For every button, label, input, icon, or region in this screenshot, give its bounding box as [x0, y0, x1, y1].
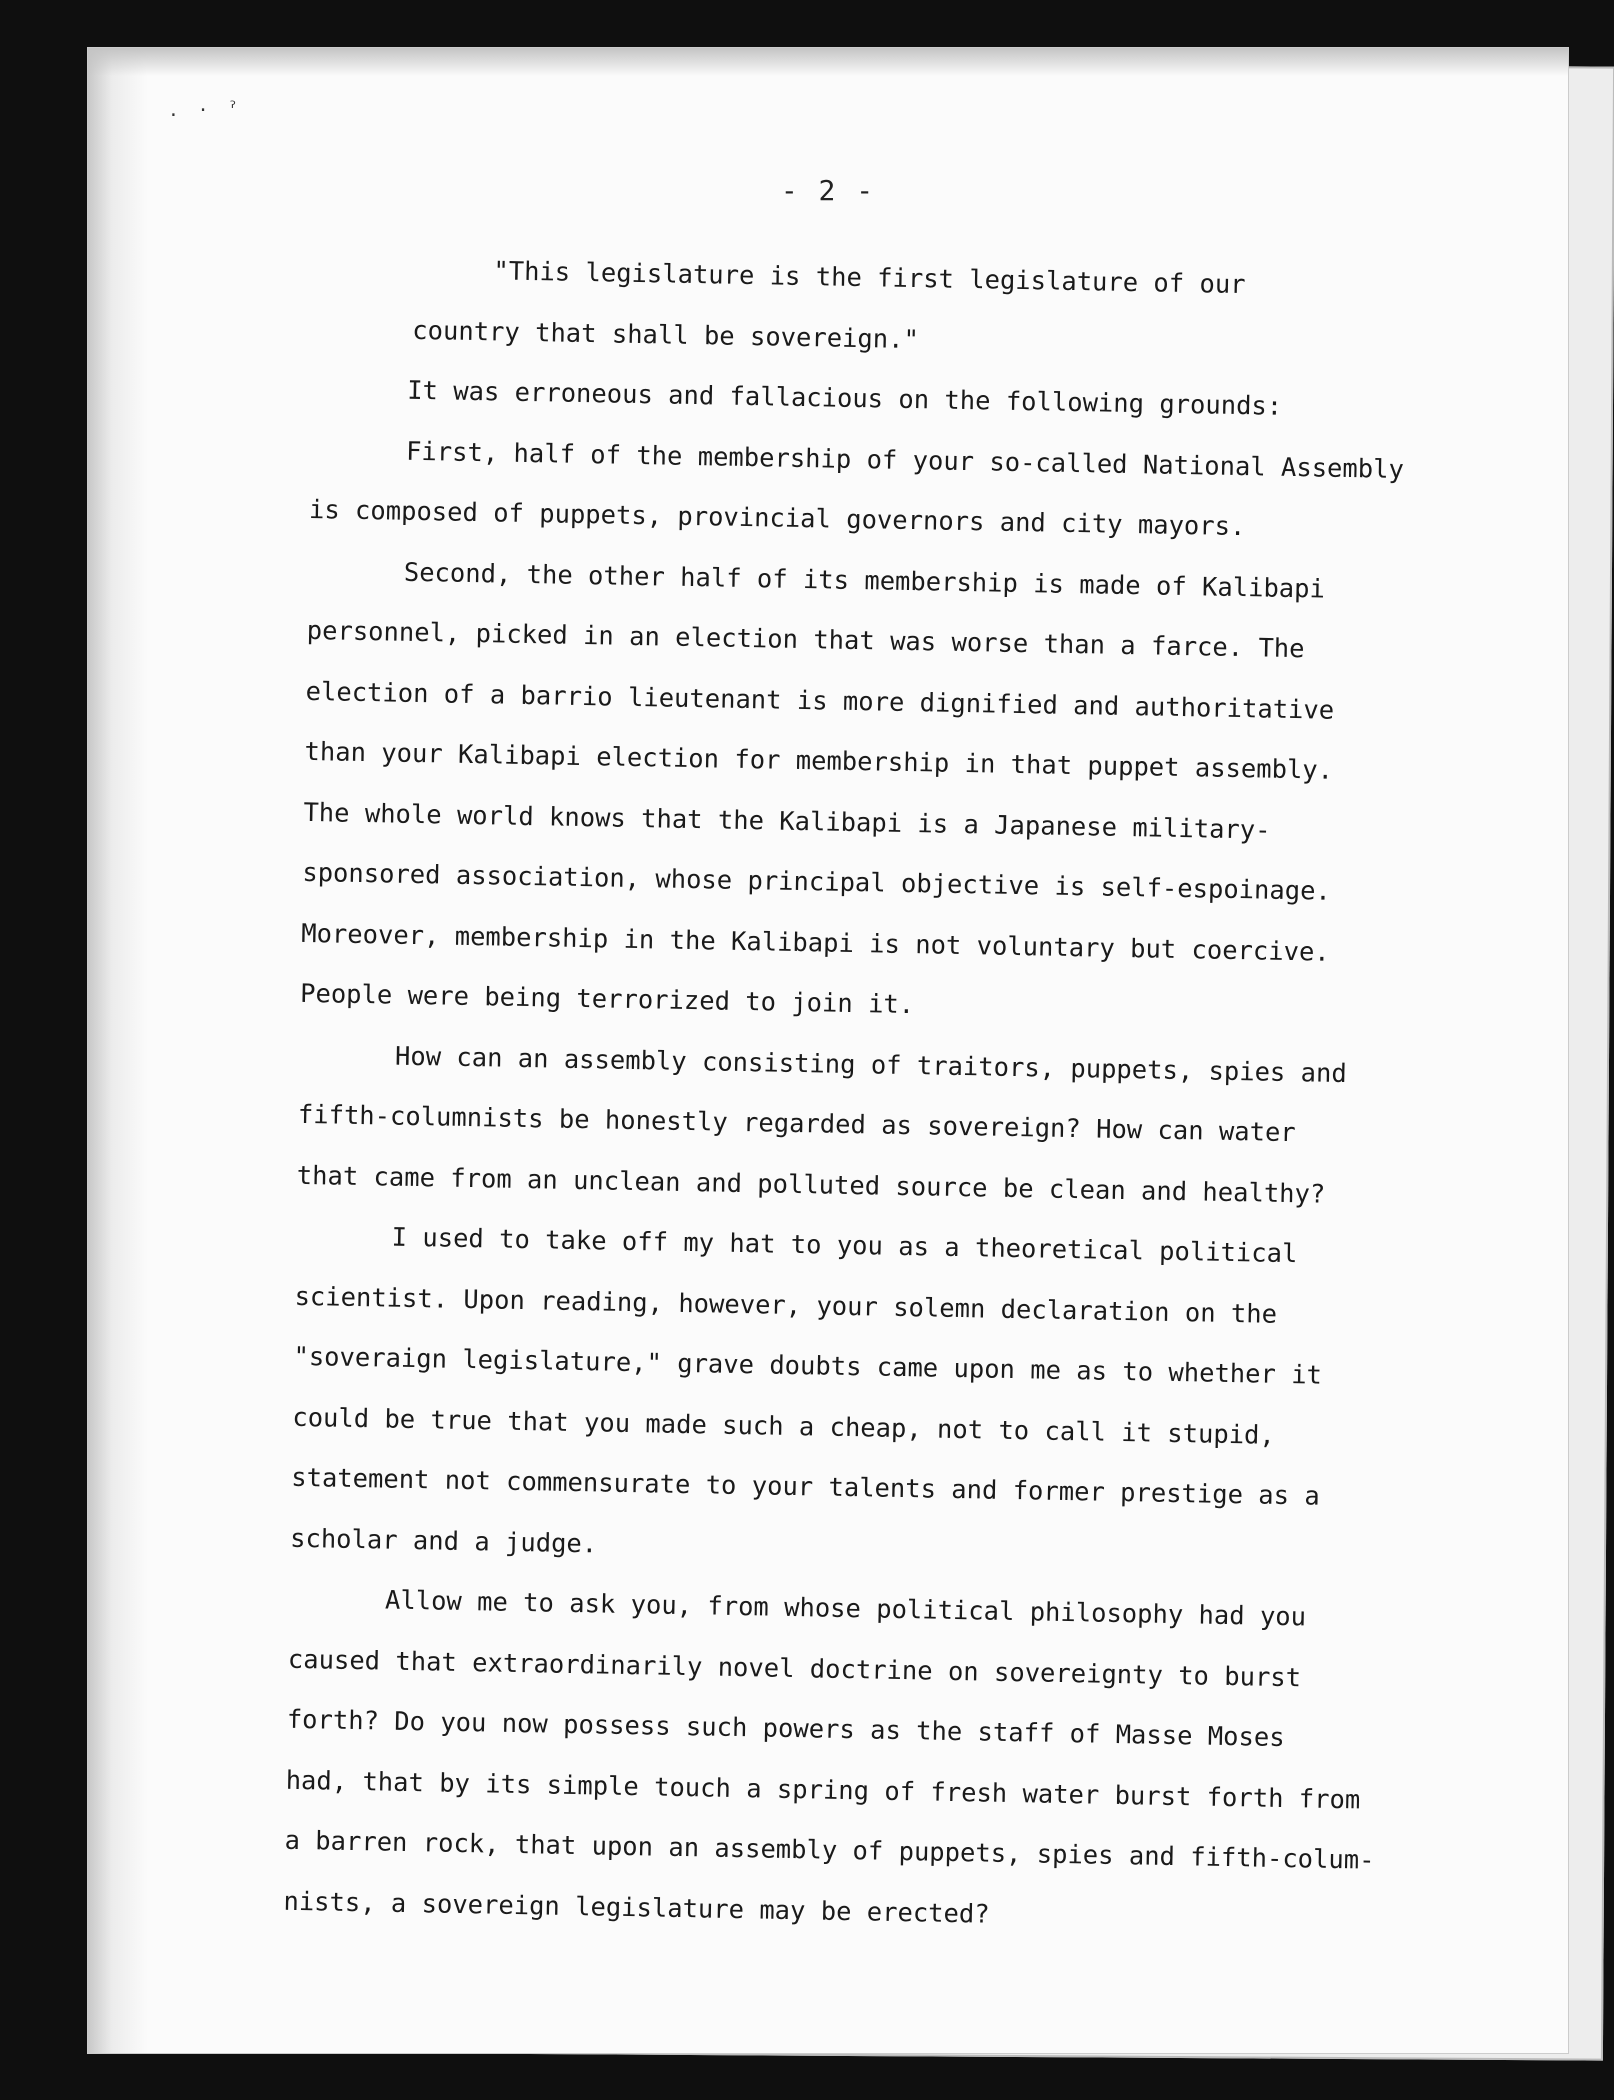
scan-specks: . · ˀ [168, 100, 243, 121]
text-line: nists, a sovereign legislature may be erected? [283, 1886, 990, 1930]
text-line: Moreover, membership in the Kalibapi is not voluntary but coercive. [300, 918, 1330, 968]
text-line: than your Kalibapi election for membership in that puppet assembly. [304, 736, 1334, 786]
text-line: People were being terrorized to join it. [299, 978, 915, 1021]
text-line: is composed of puppets, provincial governors and city mayors. [308, 494, 1246, 543]
letter-body [283, 238, 1459, 1953]
text-line: I used to take off my hat to you as a theoretical political [391, 1222, 1298, 1270]
text-line: personnel, picked in an election that was worse than a farce. The [306, 615, 1305, 665]
text-line: had, that by its simple touch a spring of fresh water burst forth from [285, 1765, 1361, 1815]
text-line: How can an assembly consisting of traitors, puppets, spies and [394, 1041, 1347, 1089]
text-line: caused that extraordinarily novel doctrine on sovereignty to burst [287, 1644, 1302, 1693]
text-line: sponsored association, whose principal objective is self-espoinage. [302, 857, 1332, 907]
text-line: could be true that you made such a cheap, not to call it stupid, [292, 1402, 1276, 1451]
text-line: election of a barrio lieutenant is more dignified and authoritative [305, 676, 1335, 726]
text-line: a barren rock, that upon an assembly of puppets, spies and fifth-colum- [284, 1825, 1375, 1876]
document-page [88, 48, 1568, 2053]
page-number: - 2 - [780, 174, 876, 207]
text-line: fifth-columnists be honestly regarded as sovereign? How can water [297, 1099, 1296, 1149]
text-line: country that shall be sovereign." [412, 315, 920, 355]
text-line: scientist. Upon reading, however, your solemn declaration on the [294, 1281, 1278, 1330]
text-line: statement not commensurate to your talents and former prestige as a [291, 1462, 1320, 1512]
text-line: Allow me to ask you, from whose political philosophy had you [384, 1585, 1307, 1633]
text-line: First, half of the membership of your so-called National Assembly [405, 436, 1405, 485]
text-line: that came from an unclean and polluted source be clean and healthy? [296, 1160, 1326, 1210]
text-line: The whole world knows that the Kalibapi is a Japanese military- [303, 797, 1271, 846]
text-line: "This legislature is the first legislature of our [493, 256, 1246, 301]
text-line: forth? Do you now possess such powers as the staff of Masse Moses [286, 1704, 1285, 1754]
text-line: "soveraign legislature," grave doubts came upon me as to whether it [293, 1341, 1323, 1391]
text-line: It was erroneous and fallacious on the following grounds: [406, 375, 1283, 422]
text-line: Second, the other half of its membership is made of Kalibapi [403, 557, 1326, 605]
text-line: scholar and a judge. [289, 1523, 598, 1559]
